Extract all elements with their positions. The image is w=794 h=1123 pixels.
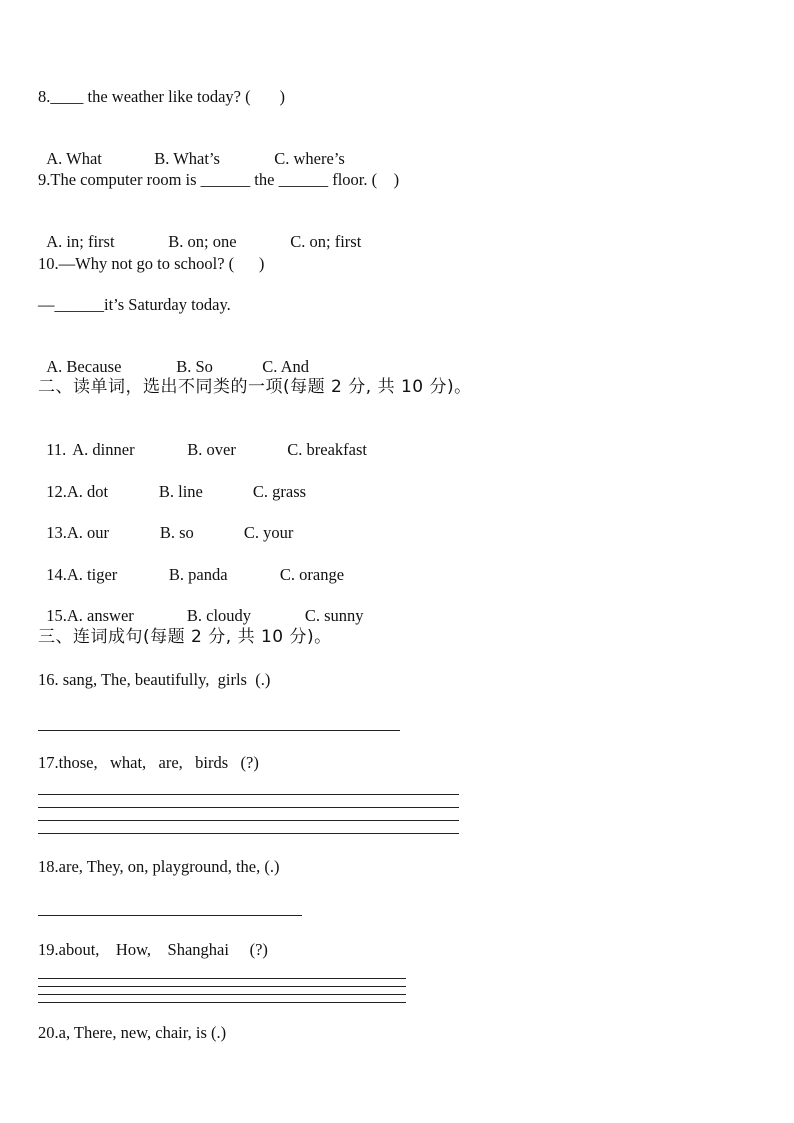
question-10-options (38, 337, 309, 377)
option-b: B. cloudy (186, 606, 252, 625)
answer-line[interactable] (38, 994, 406, 995)
question-14 (38, 545, 344, 585)
question-19: 19.about, How, Shanghai (?) (38, 940, 268, 959)
option-b: B. over (187, 440, 236, 459)
question-9-stem: 9.The computer room is ______ the ______ floor. ( ) (38, 170, 400, 189)
option-b: B. so (159, 523, 194, 542)
question-number: 13. (46, 523, 67, 542)
option-c: C. on; first (290, 232, 362, 251)
answer-line[interactable] (38, 1002, 406, 1003)
question-11 (38, 420, 367, 460)
option-b: B. line (158, 482, 203, 501)
option-c: C. orange (279, 565, 345, 584)
answer-line[interactable] (38, 730, 400, 731)
question-8-options (38, 129, 345, 169)
answer-line[interactable] (38, 915, 302, 916)
answer-line[interactable] (38, 833, 459, 834)
option-c: C. where’s (274, 149, 345, 168)
question-15 (38, 586, 364, 626)
question-number: 12. (46, 482, 67, 501)
answer-line[interactable] (38, 807, 459, 808)
question-10-reply: —______it’s Saturday today. (38, 295, 231, 314)
section-2-heading: 二、读单词，选出不同类的一项(每题 2 分, 共 10 分)。 (38, 377, 472, 397)
answer-line[interactable] (38, 986, 406, 987)
question-17: 17.those, what, are, birds (?) (38, 753, 259, 772)
option-a: A. What (46, 149, 102, 168)
option-b: B. panda (168, 565, 228, 584)
option-a: A. dot (66, 482, 109, 501)
section-3-heading: 三、连词成句(每题 2 分, 共 10 分)。 (38, 627, 332, 647)
option-b: B. What’s (154, 149, 220, 168)
question-10-stem: 10.—Why not go to school? ( ) (38, 254, 265, 273)
question-8-stem: 8.____ the weather like today? ( ) (38, 87, 285, 106)
option-a: A. answer (66, 606, 134, 625)
option-a: A. Because (46, 357, 122, 376)
answer-line[interactable] (38, 794, 459, 795)
answer-line[interactable] (38, 978, 406, 979)
option-b: B. So (176, 357, 213, 376)
question-number: 14. (46, 565, 67, 584)
option-a: A. our (66, 523, 110, 542)
question-13 (38, 503, 293, 543)
option-c: C. And (262, 357, 310, 376)
option-c: C. sunny (304, 606, 364, 625)
question-16: 16. sang, The, beautifully, girls (.) (38, 670, 271, 689)
answer-line[interactable] (38, 820, 459, 821)
option-a: A. tiger (66, 565, 118, 584)
question-20: 20.a, There, new, chair, is (.) (38, 1023, 227, 1042)
question-12 (38, 462, 306, 502)
option-c: C. breakfast (287, 440, 367, 459)
question-9-options (38, 212, 361, 252)
option-c: C. grass (252, 482, 307, 501)
question-number: 15. (46, 606, 67, 625)
question-number: 11. (46, 440, 67, 459)
option-c: C. your (243, 523, 294, 542)
question-18: 18.are, They, on, playground, the, (.) (38, 857, 280, 876)
option-a: A. dinner (72, 440, 135, 459)
option-a: A. in; first (46, 232, 115, 251)
option-b: B. on; one (168, 232, 237, 251)
